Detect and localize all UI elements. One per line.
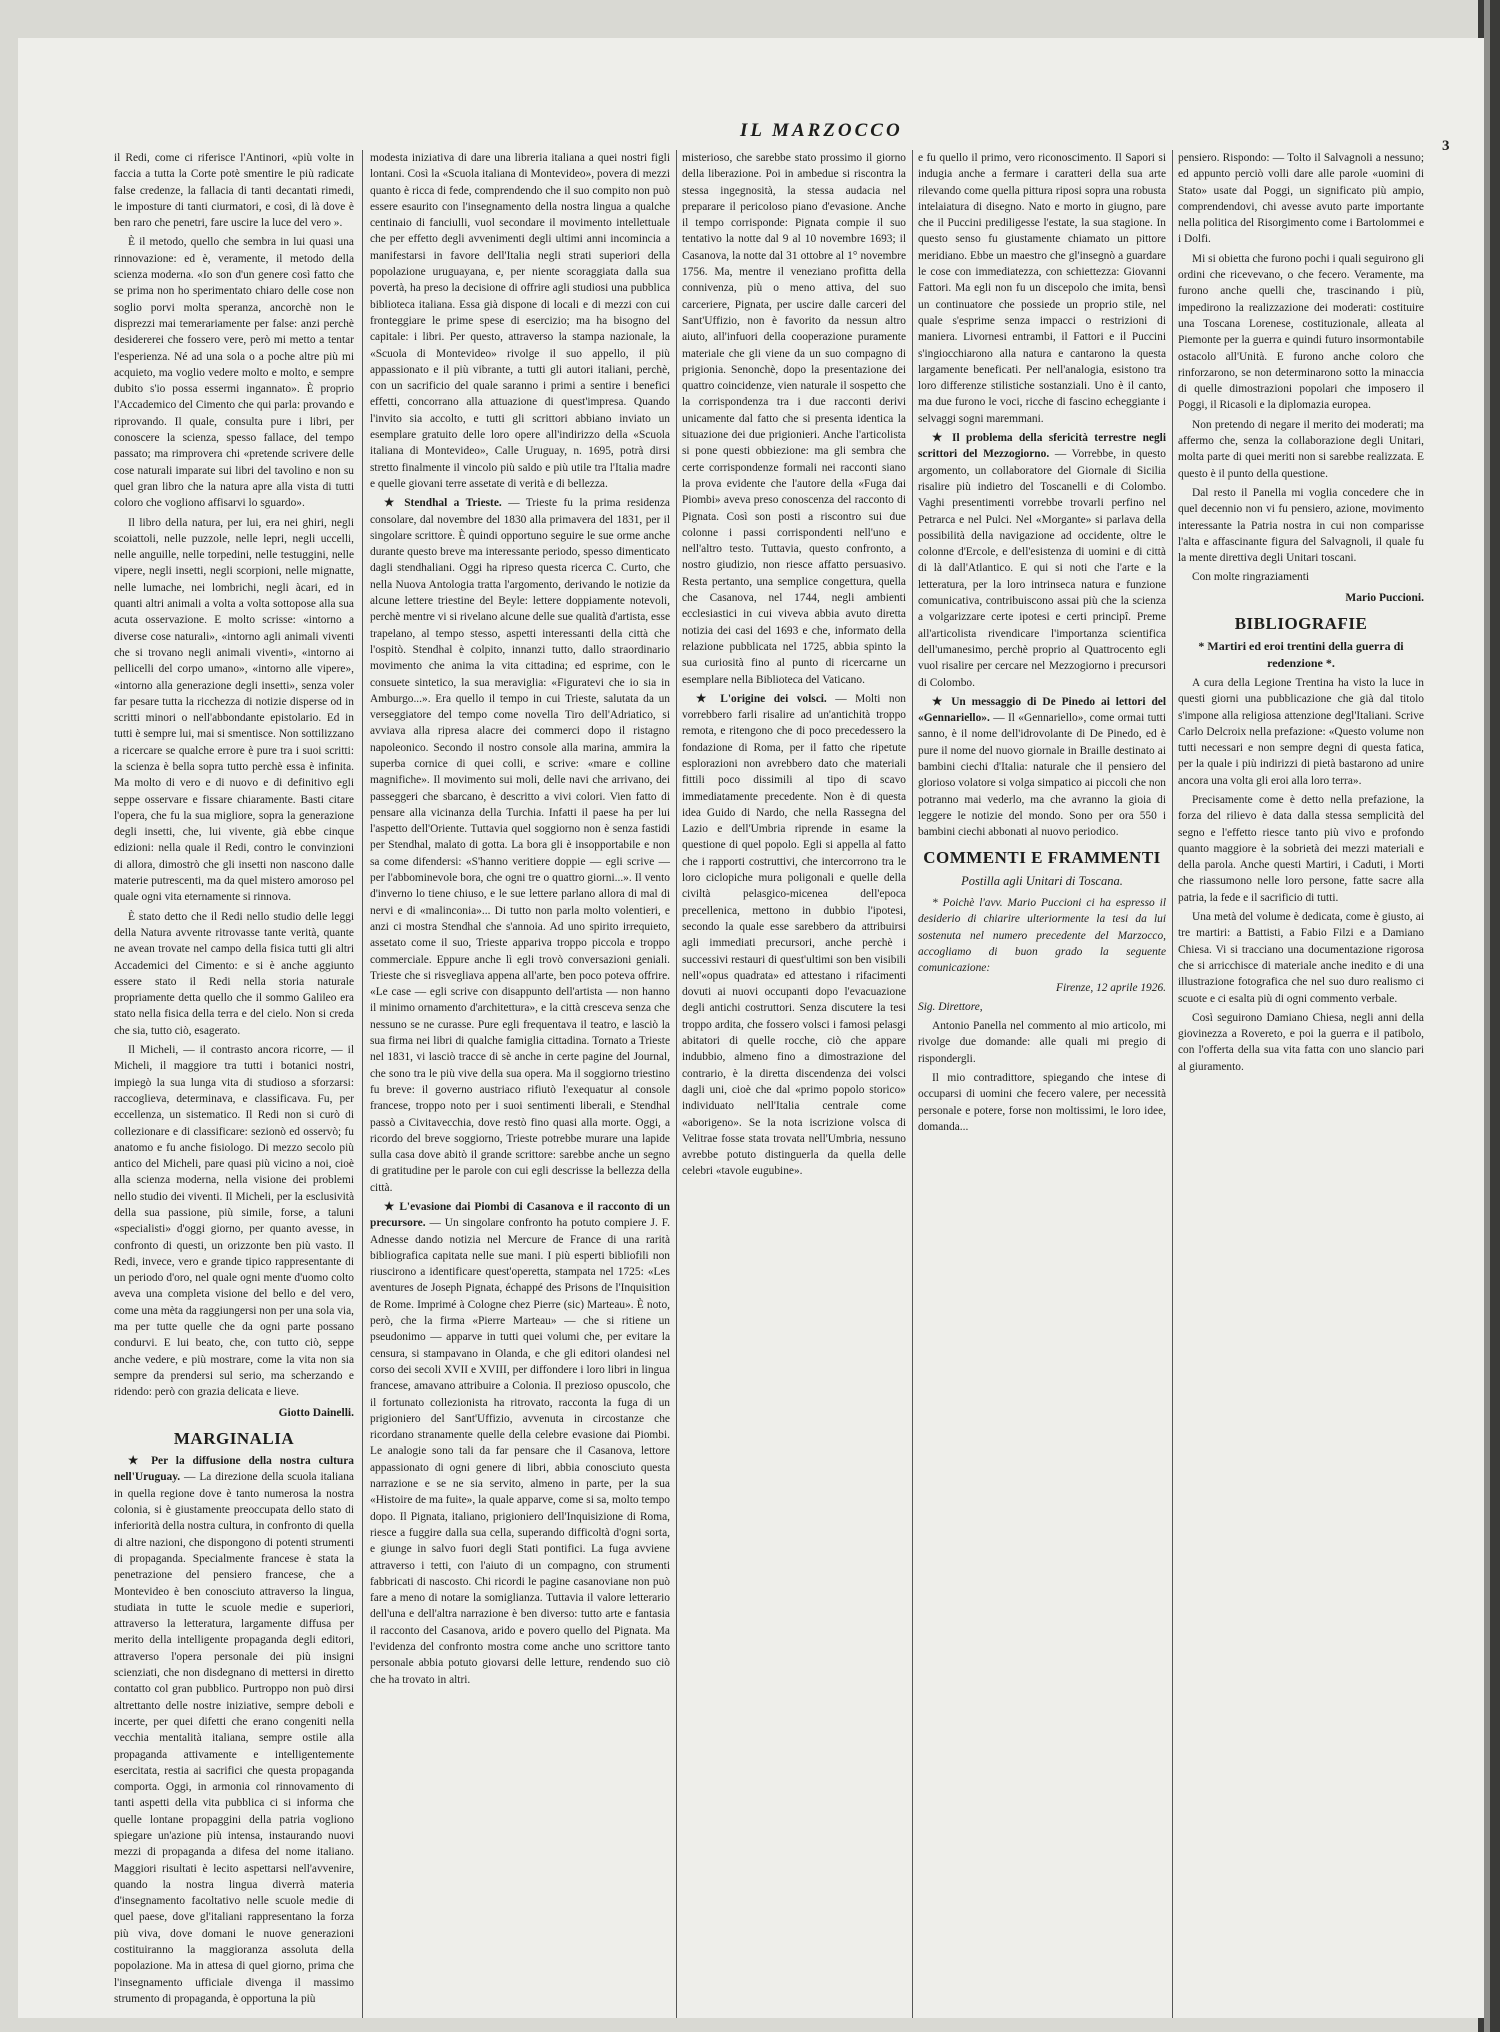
paragraph: Antonio Panella nel commento al mio articolo, mi rivolge due domande: alle quali mi pregio di rispondergli.: [918, 1020, 1166, 1065]
item-title: ★ Per la diffusione della nostra cultura nell'Uruguay.: [114, 1455, 354, 1484]
item-text: — Trieste fu la prima residenza consolare, dal novembre del 1830 alla primavera del 1831, per il singolare scrittore. È quindi opportuno seguire le sue orme anche durante questo breve ma interessante periodo, spesso dimenticato dagli stendhaliani. Oggi ha ripreso questa ricerca C. Curto, che nella Nuova Antologia tratta l'argomento, derivando le notizie da alcune lettere triestine del Beyle: lettere doppiamente notevoli, perchè mentre vi si rivelano alcune delle sue qualità d'artista, esse trapelano, al tempo stesso, aspetti interessanti della città che l'ospitò. Stendhal è colpito, innanzi tutto, dallo straordinario movimento che anima la vita cittadina; ed esprime, con le consuete sintetico, la sua meraviglia: «Figuratevi che io sia in Amburgo...». Era quello il tempo in cui Trieste, salutata da un verseggiatore del tempo come novella Tiro dell'Adriatico, si avviava alla ripresa alacre dei commerci dopo il ristagno napoleonico. Secondo il nostro console alla marina, ammira la superba cornice di quei colli, e scrive: «mare e colline magnifiche». Il movimento sui moli, delle navi che arrivano, dei passeggeri che sbarcano, è descritto a vivi colori. Vien fatto di pensare alla vicinanza della Turchia. Infatti il paese ha per lui l'aspetto dell'Oriente. Tuttavia quel soggiorno non è senza fastidi per Stendhal, malato di gotta. La bora gli è insopportabile e non sa come difendersi: «S'hanno veritiere doppie — egli scrive — per l'abbominevole bora, che ogni tre o quattro giorni...». Il vento d'inverno lo tiene chiuso, e le sue lettere parlano allora di mal di nervi e di «malinconia»... Di tutto non parla molto volentieri, e anzi ci mostra Stendhal che s'annoia. Ad uno spirito irrequieto, assetato come il suo, Trieste appariva troppo piccola e troppo commerciale. Eppure anche lì egli trovò conversazioni geniali. Trieste che si risvegliava appena all'arte, ben poco poteva offrire. «Le case — egli scrive con disappunto dell'artista — non hanno il minimo ornamento d'architettura», e la città cresceva senza che nessuno se ne curasse. Pure egli frequentava il teatro, e lasciò la sua firma nei libri di qualche famiglia cittadina. Tornato a Trieste nel 1831, vi lasciò tracce di sè anche in certe pagine del Journal, che sono tra le più vive della sua opera. Ma il soggiorno triestino fu breve: il governo austriaco rifiutò l'exequatur al console francese, troppo noto per i suoi sentimenti liberali, e Stendhal passò a Civitavecchia, dove restò fino quasi alla morte. Oggi, a ricordo del breve soggiorno, Trieste potrebbe murare una lapide sulla casa dove abitò il grande scrittore: sarebbe anche un segno di gratitudine per le parole con cui egli descrisse la bellezza della città.: [370, 497, 670, 1194]
letter-salutation: Sig. Direttore,: [918, 1000, 983, 1013]
letter-date: Firenze, 12 aprile 1926.: [1056, 981, 1166, 994]
masthead-title: IL MARZOCCO: [740, 120, 903, 141]
paragraph: Il libro della natura, per lui, era nei ghiri, negli scoiattoli, nelle puzzole, nelle lepri, negli uccelli, nelle anguille, nelle torpedini, nelle testuggini, nelle vipere, negli insetti, negli scorpioni, nelle mignatte, nelle lumache, nei lombrichi, negli àcari, ed in quanti altri animali a volta a volta sottopose alla sua acuta osservazione. E molto scrisse: «intorno a diverse cose naturali», «intorno agli animali viventi che si trovano negli animali viventi», «intorno ai pellicelli del corpo umano», «intorno alle vipere», «intorno alla generazione degli insetti», senza voler far pesare tutta la ricchezza di notizie disperse od in scritti minori o nell'abbondante epistolario. Ed in tutti è sempre lui, mai si smentisce. Non sottilizzano a ricercare se qualche errore è pure tra i suoi scritti: la scienza è bella sopra tutto perchè essa è infinita. Ma molto di vero e di nuovo e di definitivo egli seppe osservare e fissare chiaramente. Basti citare l'opera, che fu la sua migliore, sopra la generazione degli insetti, che, lui vivente, già ebbe cinque edizioni: nella quale il Redi, contro le convinzioni di allora, dimostrò che gli insetti non nascono dalle materie putrescenti, ma da quel mistero amoroso pel quale ogni vita eternamente si rinnova.: [114, 516, 354, 904]
paragraph: modesta iniziativa di dare una libreria italiana a quei nostri figli lontani. Così la «Scuola italiana di Montevideo», povera di mezzi quanto è ricca di fede, comprendendo che il suo compito non può essere esaurito con l'insegnamento della nostra lingua a qualche centinaio di fanciulli, vuol secondare il movimento intellettuale che per effetto degli avvenimenti degli ultimi anni incomincia a manifestarsi in favore dell'Italia negli strati superiori della popolazione uruguayana, e, per niente scoraggiata dalla sua povertà, ha preso la decisione di offrire agli studiosi una pubblica biblioteca italiana. Essa già dispone di locali e di mezzi con cui fronteggiare le prime spese di esercizio; ma ha bisogno del capitale: i libri. Per questo, attraverso la stampa nazionale, la «Scuola di Montevideo» rivolge il suo appello, il più appassionato e il più vibrante, a tutti gli autori italiani, perchè, con un sacrificio del quale saranno i primi a sentire i benefici effetti, concorrano alla attuazione di quest'impresa. Quando l'invito sia accolto, e tutti gli scrittori abbiano inviato un esemplare gratuito delle loro opere all'indirizzo della «Scuola italiana di Montevideo», Calle Uruguay, n. 1695, potrà dirsi stretto finalmente il vincolo più saldo e più utile tra l'Italia madre e quelle giovani terre assetate di verità e di bellezza.: [370, 152, 670, 490]
section-heading-commenti: COMMENTI E FRAMMENTI: [923, 848, 1161, 868]
item-text: — Il «Gennariello», come ormai tutti sanno, è il nome dell'idrovolante di De Pinedo, ed è pure il nome del nuovo giornale in Braille destinato ai bambini ciechi d'Italia: naturale che il pensiero del glorioso volatore si volga simpatico ai piccoli che non potranno mai vederlo, ma che avranno la gioia di leggere le notizie del mondo. Sono per ora 550 i bambini ciechi abbonati al nuovo periodico.: [918, 712, 1166, 839]
paragraph: Mi si obietta che furono pochi i quali seguirono gli ordini che ricevevano, o che fecero. Veramente, ma furono anche quelli che, trascinando i più, impedirono la realizzazione dei moderati: costituire una Toscana Lorenese, costituzionale, alleata al Piemonte per la guerra e quindi futuro insormontabile ostacolo all'Unità. E furono anche coloro che rinforzarono, se non determinarono sotto la minaccia di quelle dimostrazioni popolari che imposero il Poggi, il Ricasoli e la diplomazia europea.: [1178, 252, 1424, 412]
editor-note: * Poichè l'avv. Mario Puccioni ci ha espresso il desiderio di chiarire ulteriormente la tesi da lui sostenuta nel numero precedente del Marzocco, accogliamo di buon grado la seguente comunicazione:: [918, 897, 1166, 975]
paragraph: Il Micheli, — il contrasto ancora ricorre, — il Micheli, il maggiore tra tutti i botanici nostri, impiegò la sua lunga vita di studioso a sforzarsi: raccoglieva, determinava, e classificava. Fu, per eccellenza, un sistematico. Il Redi non si curò di collezionare e di classificare: sezionò ed osservò; fu anatomo e fu anche fisiologo. Di mezzo secolo più antico del Micheli, pare quasi più vicino a noi, cioè alla scienza moderna, nella visione dei problemi nello studio dei viventi. Il Micheli, per la esclusività della sua passione, più simile, forse, a taluni «specialisti» d'oggi giorno, per quanto avesse, in confronto di questi, un orizzonte ben più vasto. Il Redi, invece, vero e grande tipico rappresentante di un periodo d'oro, nel quale ogni mente d'uomo colto aveva una completa visione del bello e del vero, come una mèta da raggiungersi non per una sola via, ma per tutte quelle che da ogni parte possano condurvi. E lui beato, che, con tutto ciò, seppe anche vedere, e più mostrare, come la vita non sia sempre da prendersi sul serio, ma scherzando e ridendo: però con grazia delicata e lieve.: [114, 1044, 354, 1399]
item-title: ★ Stendhal a Trieste.: [384, 497, 502, 510]
paragraph: Precisamente come è detto nella prefazione, la forza del rilievo è data dalla stessa semplicità del segno e l'effetto riesce tanto più vivo e profondo quanto maggiore è la sobrietà dei mezzi materiali e della parola. Anche questi Martiri, i Caduti, i Morti che riassumono nelle loro persone, fatte sacre alla patria, la fede e il sacrificio di tutti.: [1178, 793, 1424, 904]
column-divider: [912, 150, 913, 2018]
section-heading-bibliografie: BIBLIOGRAFIE: [1234, 614, 1368, 634]
paragraph: pensiero. Rispondo: — Tolto il Salvagnoli a nessuno; ed appunto perciò volli dare alle parole «uomini di Stato» usate dal Poggi, un significato più ampio, comprendendovi, chi avesse avuto parte importante nella politica del Risorgimento come i Bartolommei e i Dolfi.: [1178, 152, 1424, 246]
paragraph: Una metà del volume è dedicata, come è giusto, ai tre martiri: a Battisti, a Fabio Filzi e a Damiano Chiesa. Vi si tracciano una documentazione rigorosa che si arricchisce di materiale anche inedito e di una illustrazione fotografica che nel suo duro realismo ci scuote e ci esalta più di ogni commento verbale.: [1178, 911, 1424, 1005]
author-signature: Mario Puccioni.: [1345, 591, 1424, 604]
paragraph: Non pretendo di negare il merito dei moderati; ma affermo che, senza la collaborazione degli Unitari, molta parte di quei meriti non si sarebbe realizzata. E questo è il punto della questione.: [1178, 418, 1424, 480]
column-2: [370, 150, 670, 2018]
column-5: [1178, 150, 1424, 2018]
column-4: [918, 150, 1166, 2018]
book-title: * Martiri ed eroi trentini della guerra di redenzione *.: [1198, 639, 1404, 670]
paragraph: Dal resto il Panella mi voglia concedere che in quel decennio non vi fu pensiero, azione, movimento interessante la Patria nostra in cui non comparisse l'alta e affascinante figura del Salvagnoli, il quale fu la mente direttiva degli Unitari toscani.: [1178, 486, 1424, 565]
section-heading-marginalia: MARGINALIA: [173, 1428, 295, 1448]
item-title: ★ Il problema della sfericità terrestre negli scrittori del Mezzogiorno.: [918, 432, 1166, 461]
column-3: [682, 150, 906, 2018]
author-signature: Giotto Dainelli.: [278, 1406, 354, 1419]
signature-lead: Con molte ringraziamenti: [1192, 571, 1310, 584]
paragraph: È stato detto che il Redi nello studio delle leggi della Natura avvente ritrovasse tante verità, quante ne avean trovate nel campo della fisica tutti gli altri Accademici del Cimento: e si è anche aggiunto essere stato il Redi nella storia naturale propriamente detta quello che il sommo Galileo era stato nella fisica della terra e del cielo. Non si creda che sia, tutto ciò, esagerato.: [114, 910, 354, 1037]
item-text: — Vorrebbe, in questo argomento, un collaboratore del Giornale di Sicilia risalire più indietro del Toscanelli e di Colombo. Vaghi presentimenti vorrebbe trovarli perfino nel Petrarca e nel Pulci. Nel «Morgante» si parlava della possibilità della navigazione ad occidente, oltre le colonne d'Ercole, e dell'esistenza di uomini e di città di là dall'Atlantico. E qui si noti che l'arte e la letteratura, per la loro intrinseca natura e funzione comunicativa, contribuiscono assai più che la scienza a volgarizzare certe ipotesi e certi principî. Preme all'articolista rivendicare l'importanza scientifica dell'umanesimo, perchè proprio al Quattrocento egli vuol risalire per cercare nel Mezzogiorno i precursori di Colombo.: [918, 448, 1166, 689]
column-1: [114, 150, 354, 2018]
column-divider: [1172, 150, 1173, 2018]
paragraph: e fu quello il primo, vero riconoscimento. Il Sapori si indugia anche a fermare i caratteri della sua arte rilevando come quella pittura riposi sopra una robusta intelaiatura di disegno. Nato e morto in giugno, pare che il Puccini prediligesse l'estate, la sua stagione. In questo senso fu giustamente chiamato un pittore meridiano. Ebbe un maestro che gl'insegnò a guardare le cose con immediatezza, con schiettezza: Giovanni Fattori. Ma egli non fu un discepolo che imita, bensì un continuatore che possiede un proprio stile, nel quale s'esprime senza impacci o restrizioni di maniera. Livornesi entrambi, il Fattori e il Puccini s'ingiocchiarono alla natura e cantarono la questa largamente beneficati. Per nell'analogia, esistono tra loro differenze stilistiche sostanziali. Uno è il canto, ma due furono le voci, ricche di fascino echeggiante i selvaggi sogni maremmani.: [918, 152, 1166, 425]
paragraph: misterioso, che sarebbe stato prossimo il giorno della liberazione. Poi in ambedue si riscontra la stessa ingegnosità, la stessa audacia nel preparare il pericoloso piano d'evasione. Anche il tempo corrisponde: Pignata compie il suo tentativo la notte dal 9 al 10 novembre 1693; il Casanova, la notte dal 31 ottobre al 1° novembre 1756. Ma, mentre il veneziano profitta della connivenza, più o meno attiva, del suo carceriere, Pignata, per uscire dalle carceri del Sant'Uffizio, non è favorito da nessun altro aiuto, all'infuori della cooperazione puramente materiale che gli viene da un suo compagno di prigionia. Senonchè, dopo la presentazione dei quattro coincidenze, vien naturale il sospetto che la corrispondenza tra i due racconti derivi unicamente dal fatto che si presenta identica la situazione dei due prigionieri. Anche l'articolista si pone questi obbiezione: ma gli sembra che certe corrispondenze formali nei racconti siano la prova evidente che l'autore della «Fuga dai Piombi» aveva preso conoscenza del racconto di Pignata. Così son posti a riscontro sui due colonne i passi corrispondenti nell'uno e nell'altro testo. Tuttavia, questo confronto, a nostro giudizio, non riesce affatto persuasivo. Resta pertanto, una semplice congettura, quella che Casanova, nel 1744, negli ambienti ecclesiastici in cui viveva abbia avuto diretta notizia dei casi del 1693 e che, informato della relazione pubblicata nel 1725, abbia spinto la sua curiosità fino al punto di ricercarne un esemplare nella Biblioteca del Vaticano.: [682, 152, 906, 686]
paragraph: È il metodo, quello che sembra in lui quasi una rinnovazione: ed è, veramente, il metodo della scienza moderna. «Io son d'un genere così fatto che se prima non ho sperimentato chiaro delle cose non soglio porvi molta speranza, ancorchè non le disprezzi mai temerariamente per false: anzi perchè desidererei che fossero vere, però mi metto a tentar l'esperienza. Né ad una sola o a poche altre più mi acquieto, ma voglio vedere molto e molto, e sempre dubito s'io possa essermi ingannato». È proprio l'Accademico del Cimento che qui parla: provando e riprovando. Il quale, consulta pure i libri, per conoscere la scienza, spesso fallace, del tempo passato; ma rimprovera chi «pretende scrivere delle cose naturali imparate sui libri del tavolino e non su quel gran libro che la natura apre alla vista di tutti coloro che vogliono affisarvi lo sguardo».: [114, 236, 354, 510]
item-text: — Molti non vorrebbero farli risalire ad un'antichità troppo remota, e ritengono che di poco precedessero la fondazione di Roma, per il fatto che ripetute esplorazioni non avrebbero dato che materiali fittili poco dissimili al tipo di scavo immediatamente precedente. Non è di questa idea Guido di Nardo, che nella Rassegna del Lazio e dell'Umbria riprende in esame la questione di quel popolo. Egli si appella al fatto che i rapporti costruttivi, che intercorrono tra le loro ciclopiche mura poligonali e quelle della civiltà pelasgico-micenea dell'epoca precellenica, mettono in dubbio l'ipotesi, secondo la quale esse sarebbero da attribuirsi agli immediati precursori, anche perchè i successivi restauri di quest'ultimi son ben visibili nell'«opus quadrata» ed attestano i rifacimenti dovuti ai nuovi occupanti dopo l'evacuazione degli antichi costruttori. Senza discutere la tesi troppo ardita, che fossero volsci i famosi pelasgi abitatori di quelle rocche, ciò che appare indubbio, almeno fino a dimostrazione del contrario, è la diretta discendenza dei volsci dagli uni, cioè che dal «primo popolo storico» individuato nell'Italia centrale come «aborigeno». Se la nota iscrizione volsca di Velitrae fosse stata trovata nell'Umbria, nessuno avrebbe potuto distinguerla da quella delle celebri «tavole eugubine».: [682, 692, 906, 1178]
item-title: ★ Un messaggio di De Pinedo ai lettori del «Gennariello».: [918, 695, 1166, 725]
item-text: — Un singolare confronto ha potuto compiere J. F. Adnesse dando notizia nel Mercure de France di una rarità bibliografica capitata nelle sue mani. I più esperti bibliofili non riuscirono a identificare quest'operetta, stampata nel 1725: «Les aventures de Joseph Pignata, échappé des Prisons de l'Inquisition de Rome. Imprimé à Cologne chez Pierre (sic) Marteau». È noto, però, che la firma «Pierre Marteau» — che si ritiene un pseudonimo — apparve in tutti quei volumi che, per evitare la censura, si stampavano in Olanda, e che gli editori olandesi nel corso dei secoli XVII e XVIII, per diffondere i loro libri in lingua francese, amavano attribuire a Colonia. Il prezioso opuscolo, che il fortunato collezionista ha ritrovato, racconta la fuga di un prigioniero del Sant'Uffizio, avvenuta in circostanze che ricordano stranamente quelle della celebre evasione dai Piombi. Le analogie sono tali da far pensare che il Casanova, lettore appassionato di ogni genere di libri, abbia conosciuto questa narrazione e se ne sia servito, almeno in parte, per la sua «Histoire de ma fuite», la quale apparve, come si sa, molto tempo dopo. Il Pignata, italiano, prigioniero dell'Inquisizione di Roma, riesce a fuggire dalla sua cella, superando difficoltà d'ogni sorta, e giunge in salvo fuori degli Stati pontifici. La fuga avviene attraverso i tetti, con l'aiuto di un compagno, con strumenti fabbricati di nascosto. Chi ricordi le pagine casanoviane non può fare a meno di notare la somiglianza. Tuttavia il valore letterario dell'una e dell'altra narrazione è ben diverso: tutto arte e fantasia il racconto del Casanova, arido e povero quello del Pignata. Ma l'evidenza del confronto mostra come anche uno scrittore tanto personale abbia potuto giovarsi delle letture, rendendo suo ciò che ha trovato in altri.: [370, 1217, 670, 1686]
item-title: ★ L'evasione dai Piombi di Casanova e il racconto di un precursore.: [370, 1201, 670, 1230]
item-text: — La direzione della scuola italiana in quella regione dove è tanto numerosa la nostra colonia, si è giustamente preoccupata dello stato di inferiorità della nostra cultura, in confronto di quella di altre nazioni, che dispongono di potenti strumenti di propaganda. Specialmente francese è stata la penetrazione del pensiero francese, che a Montevideo è ben conosciuto attraverso la lingua, studiata in tutte le scuole medie e superiori, attraverso la letteratura, largamente diffusa per merito della intelligente propaganda degli editori, attraverso l'opera personale dei più insigni scienziati, che non disdegnano di mettersi in diretto contatto col gran pubblico. Purtroppo non può dirsi altrettanto delle nostre iniziative, sempre deboli e incerte, per quei difetti che erano congeniti nella vecchia mentalità italiana, sempre ostile alla propaganda attivamente e intelligentemente esercitata, restia ai sacrifici che questa propaganda comporta. Oggi, in armonia col rinnovamento di tanti aspetti della vita pubblica ci si informa che quelle lontane propaggini della patria vogliono spiegare un'azione più intensa, instaurando nuovi mezzi di propaganda a difesa del nome italiano. Maggiori risultati è lecito aspettarsi nell'avvenire, quando la nostra lingua diverrà materia d'insegnamento facoltativo nelle scuole medie di quel paese, dove gl'italiani rappresentano la forza più viva, dove domani le nuove generazioni costituiranno la maggioranza assoluta della popolazione. Ma in attesa di quel giorno, prima che l'insegnamento ufficiale divenga il massimo strumento di propaganda, è opportuna la più: [114, 1471, 354, 2005]
page-number: 3: [1442, 138, 1450, 154]
column-divider: [676, 150, 677, 2018]
paragraph: Così seguirono Damiano Chiesa, negli anni della giovinezza a Rovereto, e poi la guerra e il patibolo, con l'offerta della sua vita fatta con uno slancio pari al giuramento.: [1178, 1011, 1424, 1073]
paragraph: il Redi, come ci riferisce l'Antinori, «più volte in faccia a tutta la Corte potè smentire le più radicate false credenze, la fallacia di tanti decantati rimedi, le imposture di tanti ciurmatori, e così, di là dove è ben raro che penetri, fare uscire la luce del vero ».: [114, 152, 354, 230]
subheading: Postilla agli Unitari di Toscana.: [961, 873, 1123, 888]
newspaper-page: [18, 38, 1484, 2018]
paragraph: Il mio contradittore, spiegando che intese di occuparsi di uomini che fecero valere, per necessità personale e potere, forse non moltissimi, le loro idee, domanda...: [918, 1072, 1166, 1133]
paragraph: A cura della Legione Trentina ha visto la luce in questi giorni una pubblicazione che già dal titolo s'impone alla religiosa attenzione degl'Italiani. Scrive Carlo Delcroix nella prefazione: «Questo volume non tutti necessari e non sempre degni di questa fatica, per la quale i più indirizzi di pietà bastarono ad unire ancora una volta gli eroi alla loro terra».: [1178, 676, 1424, 787]
item-title: ★ L'origine dei volsci.: [696, 692, 827, 705]
book-spine-edge: [1484, 0, 1490, 2032]
column-divider: [362, 150, 363, 2018]
